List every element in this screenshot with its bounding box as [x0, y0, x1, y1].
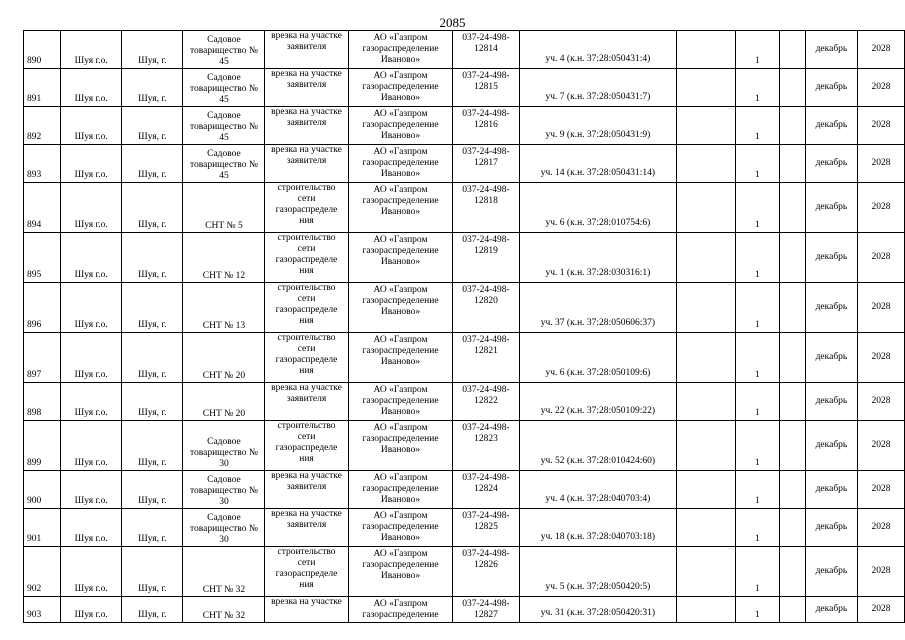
work-type-cell: врезка на участке заявителя — [265, 31, 348, 69]
month-cell: декабрь — [805, 107, 857, 145]
year-cell: 2028 — [858, 233, 905, 283]
empty-cell — [677, 69, 735, 107]
city-cell: Шуя, г. — [122, 233, 183, 283]
empty-cell — [677, 145, 735, 183]
table-row — [24, 233, 905, 283]
work-type-cell: строительство сети газораспределе ния — [265, 233, 348, 283]
empty-cell — [677, 509, 735, 547]
year-cell: 2028 — [858, 547, 905, 597]
partnership-cell: СНТ № 20 — [183, 333, 265, 383]
organization-cell: АО «Газпром газораспределение Иваново» — [348, 145, 453, 183]
district-cell: Шуя г.о. — [61, 69, 122, 107]
city-cell: Шуя, г. — [122, 145, 183, 183]
partnership-cell: Садовое товарищество № 30 — [183, 421, 265, 471]
quantity-cell: 1 — [735, 383, 779, 421]
empty-cell — [779, 333, 805, 383]
work-type-cell: строительство сети газораспределе ния — [265, 421, 348, 471]
work-type-cell: строительство сети газораспределе ния — [265, 333, 348, 383]
empty-cell — [677, 597, 735, 623]
partnership-cell: СНТ № 32 — [183, 547, 265, 597]
month-cell: декабрь — [805, 233, 857, 283]
month-cell: декабрь — [805, 421, 857, 471]
year-cell: 2028 — [858, 471, 905, 509]
quantity-cell: 1 — [735, 283, 779, 333]
organization-cell: АО «Газпром газораспределение Иваново» — [348, 471, 453, 509]
partnership-cell: СНТ № 5 — [183, 183, 265, 233]
district-cell: Шуя г.о. — [61, 233, 122, 283]
row-number: 895 — [24, 233, 61, 283]
row-number: 902 — [24, 547, 61, 597]
work-type-cell: врезка на участке заявителя — [265, 383, 348, 421]
organization-cell: АО «Газпром газораспределение Иваново» — [348, 509, 453, 547]
city-cell: Шуя, г. — [122, 107, 183, 145]
table-row — [24, 69, 905, 107]
month-cell: декабрь — [805, 333, 857, 383]
district-cell: Шуя г.о. — [61, 547, 122, 597]
empty-cell — [779, 145, 805, 183]
plot-cell: уч. 9 (к.н. 37:28:050431:9) — [519, 107, 677, 145]
code-cell: 037-24-498-12821 — [453, 333, 519, 383]
year-cell: 2028 — [858, 31, 905, 69]
plot-cell: уч. 52 (к.н. 37:28:010424:60) — [519, 421, 677, 471]
organization-cell: АО «Газпром газораспределение Иваново» — [348, 547, 453, 597]
organization-cell: АО «Газпром газораспределение Иваново» — [348, 333, 453, 383]
month-cell: декабрь — [805, 509, 857, 547]
empty-cell — [779, 107, 805, 145]
plot-cell: уч. 6 (к.н. 37:28:050109:6) — [519, 333, 677, 383]
row-number: 894 — [24, 183, 61, 233]
month-cell: декабрь — [805, 145, 857, 183]
partnership-cell: Садовое товарищество № 30 — [183, 509, 265, 547]
work-type-cell: врезка на участке заявителя — [265, 145, 348, 183]
code-cell: 037-24-498-12818 — [453, 183, 519, 233]
city-cell: Шуя, г. — [122, 283, 183, 333]
empty-cell — [779, 183, 805, 233]
code-cell: 037-24-498-12817 — [453, 145, 519, 183]
organization-cell: АО «Газпром газораспределение — [348, 597, 453, 623]
plot-cell: уч. 1 (к.н. 37:28:030316:1) — [519, 233, 677, 283]
table-row — [24, 31, 905, 69]
page-number: 2085 — [439, 15, 466, 30]
code-cell: 037-24-498-12827 — [453, 597, 519, 623]
row-number: 898 — [24, 383, 61, 421]
year-cell: 2028 — [858, 421, 905, 471]
year-cell: 2028 — [858, 107, 905, 145]
district-cell: Шуя г.о. — [61, 107, 122, 145]
quantity-cell: 1 — [735, 509, 779, 547]
district-cell: Шуя г.о. — [61, 421, 122, 471]
month-cell: декабрь — [805, 547, 857, 597]
organization-cell: АО «Газпром газораспределение Иваново» — [348, 69, 453, 107]
work-type-cell: врезка на участке заявителя — [265, 69, 348, 107]
empty-cell — [677, 333, 735, 383]
organization-cell: АО «Газпром газораспределение Иваново» — [348, 383, 453, 421]
district-cell: Шуя г.о. — [61, 183, 122, 233]
year-cell: 2028 — [858, 183, 905, 233]
quantity-cell: 1 — [735, 69, 779, 107]
city-cell: Шуя, г. — [122, 383, 183, 421]
empty-cell — [779, 471, 805, 509]
code-cell: 037-24-498-12816 — [453, 107, 519, 145]
organization-cell: АО «Газпром газораспределение Иваново» — [348, 183, 453, 233]
year-cell: 2028 — [858, 597, 905, 623]
empty-cell — [677, 31, 735, 69]
district-cell: Шуя г.о. — [61, 383, 122, 421]
district-cell: Шуя г.о. — [61, 145, 122, 183]
work-type-cell: врезка на участке заявителя — [265, 471, 348, 509]
empty-cell — [677, 471, 735, 509]
code-cell: 037-24-498-12815 — [453, 69, 519, 107]
empty-cell — [779, 547, 805, 597]
row-number: 901 — [24, 509, 61, 547]
month-cell: декабрь — [805, 597, 857, 623]
organization-cell: АО «Газпром газораспределение Иваново» — [348, 233, 453, 283]
code-cell: 037-24-498-12825 — [453, 509, 519, 547]
table-row — [24, 383, 905, 421]
table-row — [24, 107, 905, 145]
city-cell: Шуя, г. — [122, 421, 183, 471]
code-cell: 037-24-498-12819 — [453, 233, 519, 283]
city-cell: Шуя, г. — [122, 31, 183, 69]
quantity-cell: 1 — [735, 145, 779, 183]
plot-cell: уч. 4 (к.н. 37:28:050431:4) — [519, 31, 677, 69]
table-row — [24, 145, 905, 183]
table-row — [24, 471, 905, 509]
quantity-cell: 1 — [735, 183, 779, 233]
empty-cell — [677, 421, 735, 471]
work-type-cell: строительство сети газораспределе ния — [265, 183, 348, 233]
empty-cell — [779, 509, 805, 547]
city-cell: Шуя, г. — [122, 547, 183, 597]
empty-cell — [779, 283, 805, 333]
city-cell: Шуя, г. — [122, 183, 183, 233]
code-cell: 037-24-498-12824 — [453, 471, 519, 509]
empty-cell — [779, 383, 805, 421]
work-type-cell: врезка на участке заявителя — [265, 509, 348, 547]
partnership-cell: СНТ № 32 — [183, 597, 265, 623]
month-cell: декабрь — [805, 183, 857, 233]
code-cell: 037-24-498-12826 — [453, 547, 519, 597]
empty-cell — [677, 383, 735, 421]
partnership-cell: СНТ № 12 — [183, 233, 265, 283]
plot-cell: уч. 5 (к.н. 37:28:050420:5) — [519, 547, 677, 597]
month-cell: декабрь — [805, 471, 857, 509]
month-cell: декабрь — [805, 283, 857, 333]
code-cell: 037-24-498-12822 — [453, 383, 519, 421]
partnership-cell: СНТ № 13 — [183, 283, 265, 333]
district-cell: Шуя г.о. — [61, 597, 122, 623]
work-type-cell: врезка на участке заявителя — [265, 107, 348, 145]
city-cell: Шуя, г. — [122, 333, 183, 383]
plot-cell: уч. 31 (к.н. 37:28:050420:31) — [519, 597, 677, 623]
table-row — [24, 283, 905, 333]
plot-cell: уч. 14 (к.н. 37:28:050431:14) — [519, 145, 677, 183]
row-number: 900 — [24, 471, 61, 509]
quantity-cell: 1 — [735, 471, 779, 509]
organization-cell: АО «Газпром газораспределение Иваново» — [348, 107, 453, 145]
year-cell: 2028 — [858, 145, 905, 183]
plot-cell: уч. 4 (к.н. 37:28:040703:4) — [519, 471, 677, 509]
city-cell: Шуя, г. — [122, 597, 183, 623]
organization-cell: АО «Газпром газораспределение Иваново» — [348, 31, 453, 69]
work-type-cell: врезка на участке — [265, 597, 348, 623]
table-row — [24, 183, 905, 233]
empty-cell — [779, 69, 805, 107]
row-number: 896 — [24, 283, 61, 333]
partnership-cell: СНТ № 20 — [183, 383, 265, 421]
table-row — [24, 509, 905, 547]
month-cell: декабрь — [805, 69, 857, 107]
code-cell: 037-24-498-12820 — [453, 283, 519, 333]
quantity-cell: 1 — [735, 107, 779, 145]
district-cell: Шуя г.о. — [61, 509, 122, 547]
organization-cell: АО «Газпром газораспределение Иваново» — [348, 421, 453, 471]
plot-cell: уч. 6 (к.н. 37:28:010754:6) — [519, 183, 677, 233]
quantity-cell: 1 — [735, 233, 779, 283]
empty-cell — [779, 597, 805, 623]
work-type-cell: строительство сети газораспределе ния — [265, 283, 348, 333]
year-cell: 2028 — [858, 69, 905, 107]
plot-cell: уч. 37 (к.н. 37:28:050606:37) — [519, 283, 677, 333]
table-row — [24, 421, 905, 471]
table-row — [24, 333, 905, 383]
work-type-cell: строительство сети газораспределе ния — [265, 547, 348, 597]
quantity-cell: 1 — [735, 547, 779, 597]
empty-cell — [677, 183, 735, 233]
partnership-cell: Садовое товарищество № 45 — [183, 69, 265, 107]
empty-cell — [779, 421, 805, 471]
organization-cell: АО «Газпром газораспределение Иваново» — [348, 283, 453, 333]
code-cell: 037-24-498-12823 — [453, 421, 519, 471]
row-number: 892 — [24, 107, 61, 145]
partnership-cell: Садовое товарищество № 30 — [183, 471, 265, 509]
city-cell: Шуя, г. — [122, 471, 183, 509]
city-cell: Шуя, г. — [122, 69, 183, 107]
plot-cell: уч. 18 (к.н. 37:28:040703:18) — [519, 509, 677, 547]
partnership-cell: Садовое товарищество № 45 — [183, 31, 265, 69]
district-cell: Шуя г.о. — [61, 31, 122, 69]
partnership-cell: Садовое товарищество № 45 — [183, 107, 265, 145]
table-row — [24, 597, 905, 623]
city-cell: Шуя, г. — [122, 509, 183, 547]
year-cell: 2028 — [858, 333, 905, 383]
quantity-cell: 1 — [735, 31, 779, 69]
plot-cell: уч. 22 (к.н. 37:28:050109:22) — [519, 383, 677, 421]
empty-cell — [677, 283, 735, 333]
quantity-cell: 1 — [735, 333, 779, 383]
month-cell: декабрь — [805, 383, 857, 421]
code-cell: 037-24-498-12814 — [453, 31, 519, 69]
row-number: 890 — [24, 31, 61, 69]
empty-cell — [779, 31, 805, 69]
row-number: 893 — [24, 145, 61, 183]
year-cell: 2028 — [858, 509, 905, 547]
row-number: 903 — [24, 597, 61, 623]
row-number: 891 — [24, 69, 61, 107]
quantity-cell: 1 — [735, 421, 779, 471]
row-number: 897 — [24, 333, 61, 383]
table-row — [24, 547, 905, 597]
quantity-cell: 1 — [735, 597, 779, 623]
partnership-cell: Садовое товарищество № 45 — [183, 145, 265, 183]
district-cell: Шуя г.о. — [61, 283, 122, 333]
plot-cell: уч. 7 (к.н. 37:28:050431:7) — [519, 69, 677, 107]
year-cell: 2028 — [858, 283, 905, 333]
month-cell: декабрь — [805, 31, 857, 69]
district-cell: Шуя г.о. — [61, 333, 122, 383]
row-number: 899 — [24, 421, 61, 471]
district-cell: Шуя г.о. — [61, 471, 122, 509]
empty-cell — [677, 107, 735, 145]
empty-cell — [779, 233, 805, 283]
year-cell: 2028 — [858, 383, 905, 421]
empty-cell — [677, 547, 735, 597]
empty-cell — [677, 233, 735, 283]
registry-table — [23, 30, 905, 623]
